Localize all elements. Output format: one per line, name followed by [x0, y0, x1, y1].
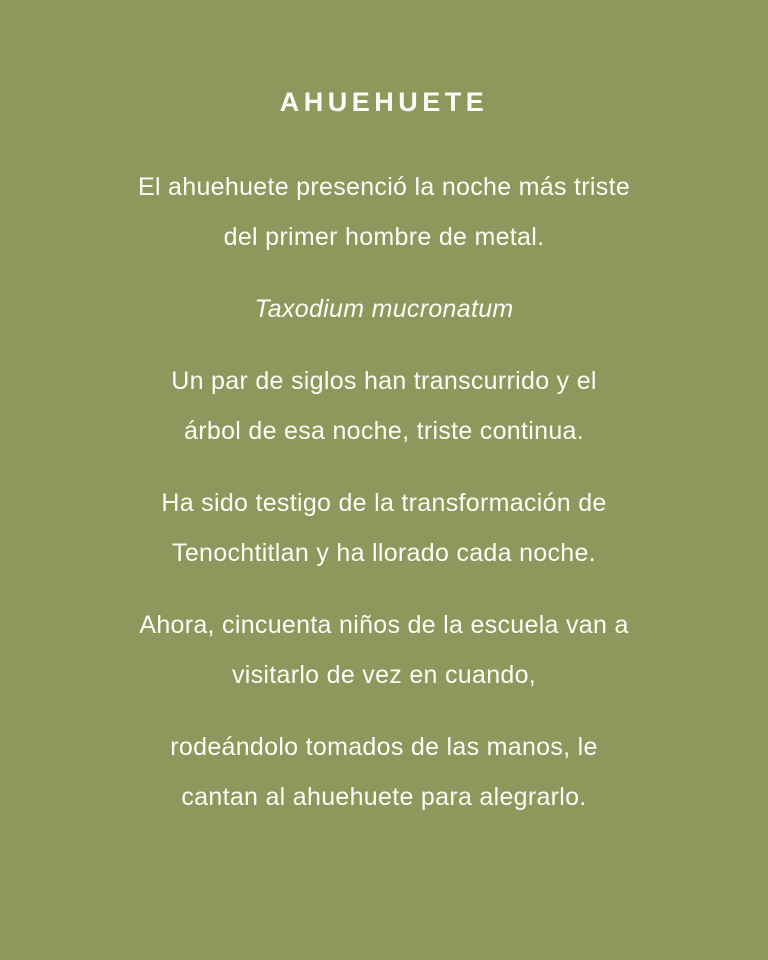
poem-line: visitarlo de vez en cuando, [231, 661, 537, 689]
poem-line: árbol de esa noche, triste continua. [184, 417, 584, 445]
poem-line: Ha sido testigo de la transformación de [161, 489, 607, 517]
poem-stanza-2 [84, 356, 684, 456]
poem-stanza-3 [84, 478, 684, 578]
poem-stanza-1 [84, 162, 684, 262]
poem-line: Tenochtitlan y ha llorado cada noche. [172, 539, 596, 567]
poem-line: El ahuehuete presenció la noche más triste [137, 173, 631, 201]
poem-title: AHUEHUETE [279, 87, 489, 117]
poem-line: del primer hombre de metal. [223, 223, 545, 251]
poem-line: rodeándolo tomados de las manos, le [170, 733, 598, 761]
poem-line: Taxodium mucronatum [254, 295, 514, 323]
poem-line: Un par de siglos han transcurrido y el [171, 367, 597, 395]
poem-line: Ahora, cincuenta niños de la escuela van a [139, 611, 629, 639]
poem-stanza-4 [84, 600, 684, 700]
poem-stanza-5 [84, 722, 684, 822]
poem-line: cantan al ahuehuete para alegrarlo. [181, 783, 587, 811]
species-name-latin [84, 284, 684, 334]
